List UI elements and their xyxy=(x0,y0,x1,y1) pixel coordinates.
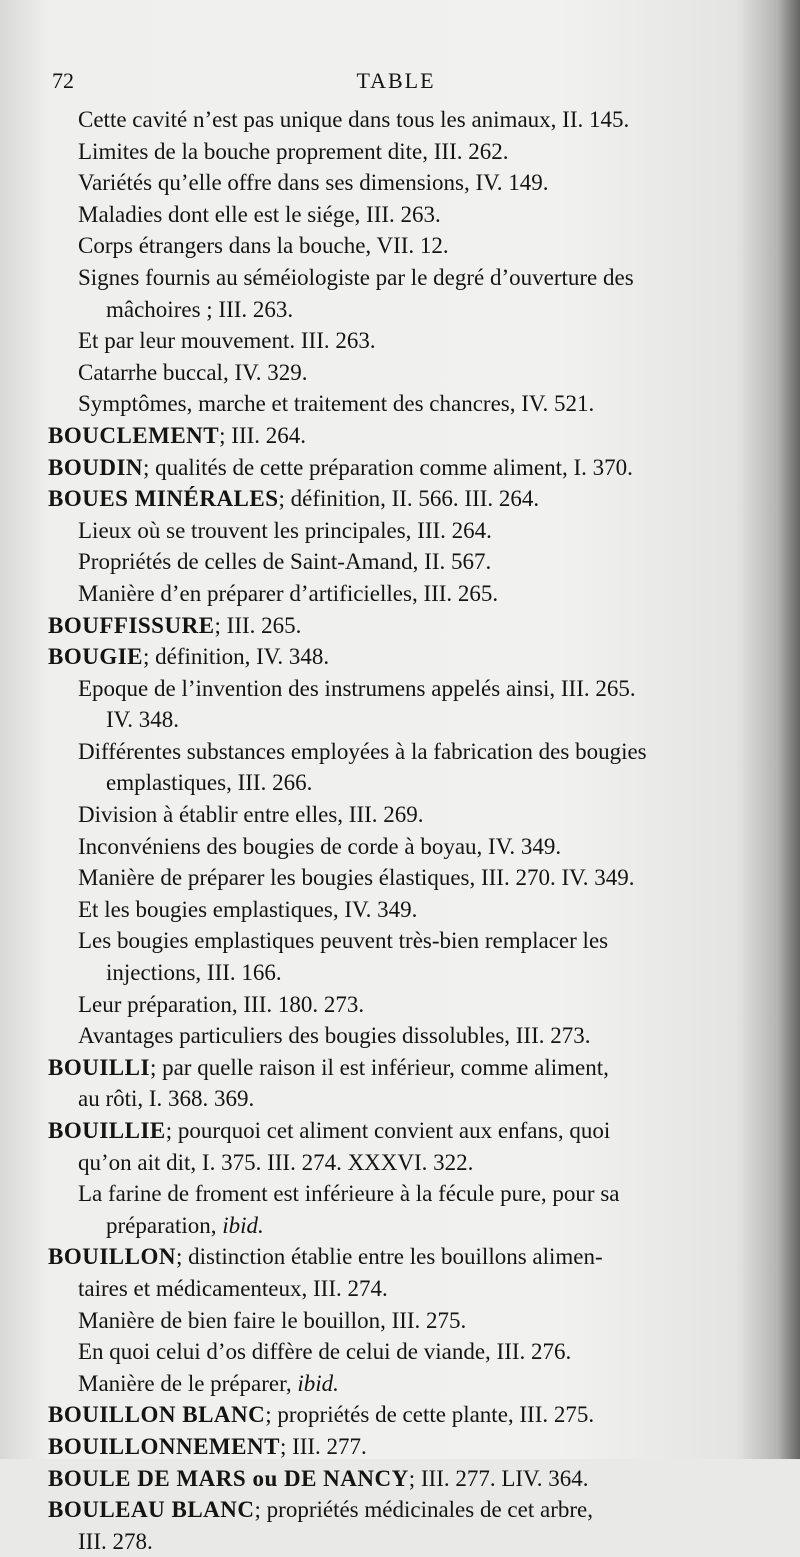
index-entry-line xyxy=(48,1273,766,1305)
index-entry-text: Cette cavité n’est pas unique dans tous les animaux, II. 145. xyxy=(78,107,630,132)
index-entry-line xyxy=(48,578,766,610)
page-header xyxy=(52,68,740,102)
index-entry-text: injections, III. 166. xyxy=(106,960,282,986)
index-headword: BOUCLEMENT xyxy=(48,422,220,448)
index-entry-line xyxy=(48,167,766,199)
index-entry-line xyxy=(48,1083,766,1115)
index-headword: BOULE DE MARS ou DE NANCY xyxy=(48,1465,409,1491)
index-entry-headword-line xyxy=(48,1399,766,1431)
index-entry-text: ; pourquoi cet aliment convient aux enfans, quoi xyxy=(165,1118,611,1143)
index-entry-text: Manière d’en préparer d’artificielles, III. 265. xyxy=(78,580,499,606)
index-entry-line xyxy=(48,1336,766,1368)
index-entry-line xyxy=(48,894,766,926)
index-entry-text: Les bougies emplastiques peuvent très-bien remplacer les xyxy=(78,928,609,954)
index-entry-text: taires et médicamenteux, III. 274. xyxy=(78,1275,388,1301)
index-entry-line xyxy=(48,325,766,357)
index-entry-text: mâchoires ; III. 263. xyxy=(106,296,294,322)
index-entry-headword-line xyxy=(48,1494,766,1526)
index-entry-headword-line xyxy=(48,483,766,515)
index-entry-headword-line xyxy=(48,452,766,484)
index-entry-line xyxy=(48,736,766,768)
index-entry-line xyxy=(48,388,766,420)
index-entry-line xyxy=(48,1147,766,1179)
index-entry-text: Leur préparation, III. 180. 273. xyxy=(78,991,365,1017)
index-entry-text: Symptômes, marche et traitement des chancres, IV. 521. xyxy=(78,391,595,417)
index-entry-text: Corps étrangers dans la bouche, VII. 12. xyxy=(78,233,449,259)
index-entry-line xyxy=(48,957,766,989)
index-entry-line xyxy=(48,1368,766,1400)
italic-reference: ibid. xyxy=(297,1370,339,1396)
index-entry-line xyxy=(48,357,766,389)
index-entry-text: ; propriétés de cette plante, III. 275. xyxy=(265,1402,595,1428)
page-gutter-shadow xyxy=(778,0,800,1459)
index-entry-text: ; qualités de cette préparation comme aliment, I. 370. xyxy=(143,454,633,480)
index-entry-text: Manière de préparer les bougies élastiques, III. 270. IV. 349. xyxy=(78,865,635,891)
index-entry-headword-line xyxy=(48,420,766,452)
index-entry-line xyxy=(48,799,766,831)
index-entry-text: Maladies dont elle est le siége, III. 263. xyxy=(78,201,441,227)
index-entry-headword-line xyxy=(48,1463,766,1495)
index-entry-text: au rôti, I. 368. 369. xyxy=(78,1086,255,1112)
index-entry-text: IV. 348. xyxy=(106,707,180,733)
index-entry-line xyxy=(48,862,766,894)
index-headword: BOUILLIE xyxy=(48,1118,166,1143)
index-entry-headword-line xyxy=(48,1115,766,1147)
index-entry-text: Signes fournis au séméiologiste par le degré d’ouverture des xyxy=(78,264,634,290)
index-headword: BOUES MINÉRALES xyxy=(48,486,279,512)
index-entry-line xyxy=(48,673,766,705)
index-entry-line xyxy=(48,546,766,578)
index-entry-text: La farine de froment est inférieure à la fécule pure, pour sa xyxy=(78,1181,620,1207)
index-headword: BOUFFISSURE xyxy=(48,612,215,638)
index-entry-text: Epoque de l’invention des instrumens appelés ainsi, III. 265. xyxy=(78,675,636,701)
index-entry-headword-line xyxy=(48,1431,766,1463)
index-entry-line xyxy=(48,925,766,957)
index-entry-text: préparation, xyxy=(106,1212,217,1238)
index-entry-text: Inconvéniens des bougies de corde à boyau, IV. 349. xyxy=(78,833,562,859)
index-entry-text: Limites de la bouche proprement dite, III. 262. xyxy=(78,138,509,164)
index-headword: BOUILLI xyxy=(48,1054,150,1080)
index-headword: BOUILLON xyxy=(48,1244,176,1270)
page-number: 72 xyxy=(52,68,74,93)
index-entry-text: emplastiques, III. 266. xyxy=(106,770,313,796)
index-entry-text: ; III. 277. xyxy=(279,1433,367,1459)
index-entry-text: Avantages particuliers des bougies dissolubles, III. 273. xyxy=(78,1023,591,1049)
index-entry-line xyxy=(48,1526,766,1557)
index-entry-text: Et les bougies emplastiques, IV. 349. xyxy=(78,896,418,922)
index-entry-line xyxy=(48,831,766,863)
index-entries xyxy=(48,104,766,1557)
index-entry-headword-line xyxy=(48,641,766,673)
index-entry-line xyxy=(48,104,766,136)
index-headword: BOULEAU BLANC xyxy=(48,1497,255,1523)
index-entry-line xyxy=(48,136,766,168)
index-entry-line xyxy=(48,1178,766,1210)
index-entry-line xyxy=(48,989,766,1021)
index-entry-text: Catarrhe buccal, IV. 329. xyxy=(78,359,308,385)
index-entry-text: ; définition, IV. 348. xyxy=(143,644,330,670)
index-entry-line xyxy=(48,199,766,231)
index-entry-text: Manière de le préparer, xyxy=(78,1370,292,1396)
running-title: TABLE xyxy=(356,68,436,93)
index-entry-headword-line xyxy=(48,1052,766,1084)
index-headword: BOUILLON BLANC xyxy=(48,1402,266,1428)
index-entry-text: ; par quelle raison il est inférieur, comme aliment, xyxy=(149,1054,609,1080)
index-entry-text: qu’on ait dit, I. 375. III. 274. XXXVI. 322. xyxy=(78,1149,474,1175)
italic-reference: ibid. xyxy=(222,1212,264,1238)
index-entry-line xyxy=(48,767,766,799)
index-entry-text: ; III. 277. LIV. 364. xyxy=(408,1465,589,1491)
index-entry-text: Variétés qu’elle offre dans ses dimensions, IV. 149. xyxy=(78,170,549,196)
index-headword: BOUILLONNEMENT xyxy=(48,1433,280,1459)
index-entry-line xyxy=(48,262,766,294)
index-entry-headword-line xyxy=(48,1241,766,1273)
index-entry-text: ; distinction établie entre les bouillons alimen- xyxy=(175,1244,603,1270)
index-headword: BOUGIE xyxy=(48,644,144,670)
index-entry-text: ; III. 264. xyxy=(219,422,307,448)
index-entry-line xyxy=(48,294,766,326)
index-entry-text: ; III. 265. xyxy=(214,612,302,638)
index-entry-line xyxy=(48,1020,766,1052)
index-entry-text: Et par leur mouvement. III. 263. xyxy=(78,328,376,354)
index-entry-line xyxy=(48,1210,766,1242)
index-entry-line xyxy=(48,704,766,736)
index-entry-line xyxy=(48,1305,766,1337)
index-entry-line xyxy=(48,230,766,262)
index-entry-text: ; propriétés médicinales de cet arbre, xyxy=(254,1497,593,1523)
index-entry-text: Différentes substances employées à la fabrication des bougies xyxy=(78,738,647,764)
index-entry-text: Propriétés de celles de Saint-Amand, II. 567. xyxy=(78,549,492,575)
index-entry-line xyxy=(48,515,766,547)
index-entry-text: En quoi celui d’os diffère de celui de viande, III. 276. xyxy=(78,1339,572,1365)
index-entry-text: Manière de bien faire le bouillon, III. 275. xyxy=(78,1307,467,1333)
index-entry-text: Division à établir entre elles, III. 269. xyxy=(78,802,424,828)
index-entry-text: ; définition, II. 566. III. 264. xyxy=(278,486,540,512)
index-entry-text: Lieux où se trouvent les principales, III. 264. xyxy=(78,517,492,543)
index-headword: BOUDIN xyxy=(48,454,144,480)
index-entry-headword-line xyxy=(48,610,766,642)
index-entry-text: III. 278. xyxy=(78,1528,153,1554)
